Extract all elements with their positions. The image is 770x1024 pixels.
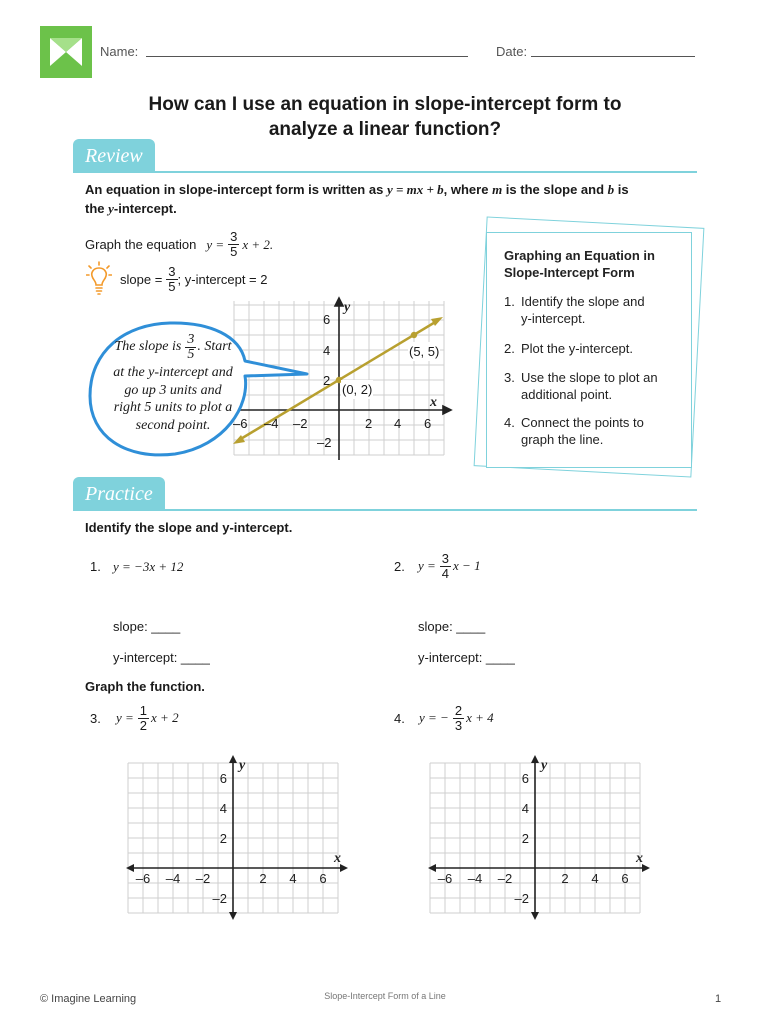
graph-label: Graph the equation [85,236,197,252]
x-tick-label: –2 [195,871,211,886]
x-axis-arrow [340,864,348,872]
problem-3-number: 3. [90,711,101,726]
y-tick-label: 2 [219,831,227,846]
intro-text-c: is the slope and [502,182,608,197]
problem-1-equation: y = −3x + 12 [113,559,184,574]
footer-copyright: © Imagine Learning [40,993,137,1005]
review-tab: Review [73,139,155,173]
step-number: 4. [504,415,515,430]
x-tick-label: –6 [437,871,453,886]
bubble-text [98,330,248,434]
yint-text: ; y-intercept = 2 [177,271,268,287]
card-title [504,247,655,281]
x-axis-arrow [642,864,650,872]
x-tick-label: 4 [591,871,599,886]
card-title-1: Graphing an Equation in [504,248,655,263]
practice-rule [73,509,697,511]
p2-num: 3 [441,550,450,566]
y-tick-label: 4 [219,801,227,816]
coordinate-grid[interactable] [428,755,650,920]
bubble-line-1b: . Start [197,339,232,355]
example-x-tick-neg6: –6 [233,416,248,431]
p4-fraction [453,704,464,733]
p3-num: 1 [139,702,148,718]
eq-num: 3 [230,228,238,244]
x-axis-arrow-left [428,864,436,872]
p4-rest: x + 4 [466,710,494,725]
date-field[interactable] [531,56,695,57]
step-text-2: additional point. [521,387,613,402]
bubble-line-5: second point. [135,417,211,433]
problem-1-number: 1. [90,559,101,574]
x-axis-label: x [636,851,643,866]
intro-text-d: is [614,182,629,197]
practice-grid-4[interactable] [428,755,650,920]
example-x-tick-2: 2 [365,416,373,431]
x-tick-label: –2 [497,871,513,886]
step-number: 1. [504,294,515,309]
y-axis-arrow [531,755,539,763]
example-x-tick-6: 6 [424,416,432,431]
y-tick-label: 6 [219,771,227,786]
logo-mark-icon [40,26,92,78]
example-y-tick-4: 4 [323,343,331,358]
slope-info-line [120,263,268,295]
step-number: 3. [504,370,515,385]
review-rule [73,171,697,173]
problem-4-number: 4. [394,711,405,726]
point-label-0-2: (0, 2) [342,382,373,397]
y-tick-label: –2 [212,891,227,906]
problem-3-equation [116,701,179,735]
date-label: Date: [496,44,528,59]
p4-y: y = − [419,710,449,725]
problem-1-yint-blank[interactable]: y-intercept: ____ [113,650,210,665]
step-text-1: Plot the y-intercept. [521,341,633,356]
example-x-tick-4: 4 [394,416,402,431]
card-step-1 [504,293,645,326]
intro-text-e: the [85,201,109,216]
name-field[interactable] [146,56,468,57]
x-tick-label: –6 [135,871,151,886]
p2-fraction [440,552,451,581]
intro-equation: y = mx + b [386,182,444,197]
intro-text-f: -intercept. [113,201,177,216]
problem-2-equation [418,549,481,583]
x-axis-label: x [334,851,341,866]
y-tick-label: 4 [521,801,529,816]
p3-y: y = [116,710,134,725]
card-step-3 [504,369,658,402]
intro-text-b: , where [443,182,493,197]
card-step-2 [504,340,633,357]
problem-1-slope-blank[interactable]: slope: ____ [113,619,181,634]
eq-rest: x + 2. [242,236,274,252]
x-axis-arrow-left [126,864,134,872]
step-text-2: y-intercept. [521,311,586,326]
title-line-2: analyze a linear function? [268,119,502,140]
point-5-5 [411,332,417,338]
bubble-num: 3 [187,331,195,347]
x-tick-label: 4 [289,871,297,886]
eq-y: y = [206,236,225,252]
step-text-1: Identify the slope and [521,294,645,309]
example-y-tick-2: 2 [323,373,331,388]
step-text-1: Connect the points to [521,415,644,430]
bubble-line-2: at the y-intercept and [113,365,233,380]
x-tick-label: 6 [319,871,327,886]
practice-instruction-2: Graph the function. [85,679,205,694]
bubble-line-3: go up 3 units and [124,382,222,398]
step-text-2: graph the line. [521,432,604,447]
slope-label: slope = [120,271,163,287]
graph-equation-line [85,228,273,260]
problem-2-number: 2. [394,559,405,574]
p2-den: 4 [441,565,450,581]
example-x-axis-label: x [430,395,437,410]
coordinate-grid[interactable] [126,755,348,920]
page-title [0,92,770,142]
slope-num: 3 [168,263,176,279]
y-tick-label: 2 [521,831,529,846]
slope-fraction [166,265,177,294]
x-tick-label: 6 [621,871,629,886]
x-tick-label: –4 [165,871,181,886]
y-tick-label: 6 [521,771,529,786]
p4-num: 2 [454,702,463,718]
example-y-axis-label: y [344,300,351,315]
x-tick-label: 2 [259,871,267,886]
p4-den: 3 [454,717,463,733]
step-number: 2. [504,341,515,356]
bubble-den: 5 [187,346,195,362]
p3-rest: x + 2 [151,710,179,725]
x-tick-label: –4 [467,871,483,886]
problem-2-slope-blank[interactable]: slope: ____ [418,619,486,634]
y-axis-arrow [229,755,237,763]
point-label-5-5: (5, 5) [409,344,440,359]
example-y-tick-neg2: –2 [317,435,332,450]
p3-den: 2 [139,717,148,733]
p3-fraction [138,704,149,733]
strategy-card [486,232,692,468]
bubble-line-1a: The slope is [114,339,182,355]
review-intro [85,180,695,218]
y-axis-label: y [239,758,246,773]
p2-y: y = [418,558,436,573]
p2-rest: x − 1 [453,558,481,573]
example-x-tick-neg4: –4 [264,416,279,431]
y-axis-label: y [541,758,548,773]
practice-instruction-1: Identify the slope and y-intercept. [85,520,293,535]
practice-grid-3[interactable] [126,755,348,920]
y-axis-arrow-down [531,912,539,920]
example-x-tick-neg2: –2 [293,416,308,431]
slope-den: 5 [168,278,176,294]
page-number: 1 [715,993,722,1005]
bubble-line-4: right 5 units to plot a [113,400,233,415]
card-step-4 [504,414,644,447]
footer-title: Slope-Intercept Form of a Line [324,991,446,1001]
eq-den: 5 [230,243,238,259]
title-line-1: How can I use an equation in slope-intercept form to [148,94,622,115]
problem-2-yint-blank[interactable]: y-intercept: ____ [418,650,515,665]
card-title-2: Slope-Intercept Form [504,265,635,280]
example-y-tick-6: 6 [323,312,331,327]
intro-text-a: An equation in slope-intercept form is written as [85,182,387,197]
practice-tab: Practice [73,477,165,511]
y-axis-arrow-down [229,912,237,920]
name-label: Name: [100,44,139,59]
intro-var-m: m [492,182,503,197]
bubble-fraction [185,333,196,362]
intro-var-b: b [607,182,615,197]
x-tick-label: 2 [561,871,569,886]
eq-fraction [228,230,239,259]
y-tick-label: –2 [514,891,529,906]
problem-4-equation [419,701,494,735]
intro-var-y: y [108,201,114,216]
brand-logo [40,26,92,78]
step-text-1: Use the slope to plot an [521,370,658,385]
